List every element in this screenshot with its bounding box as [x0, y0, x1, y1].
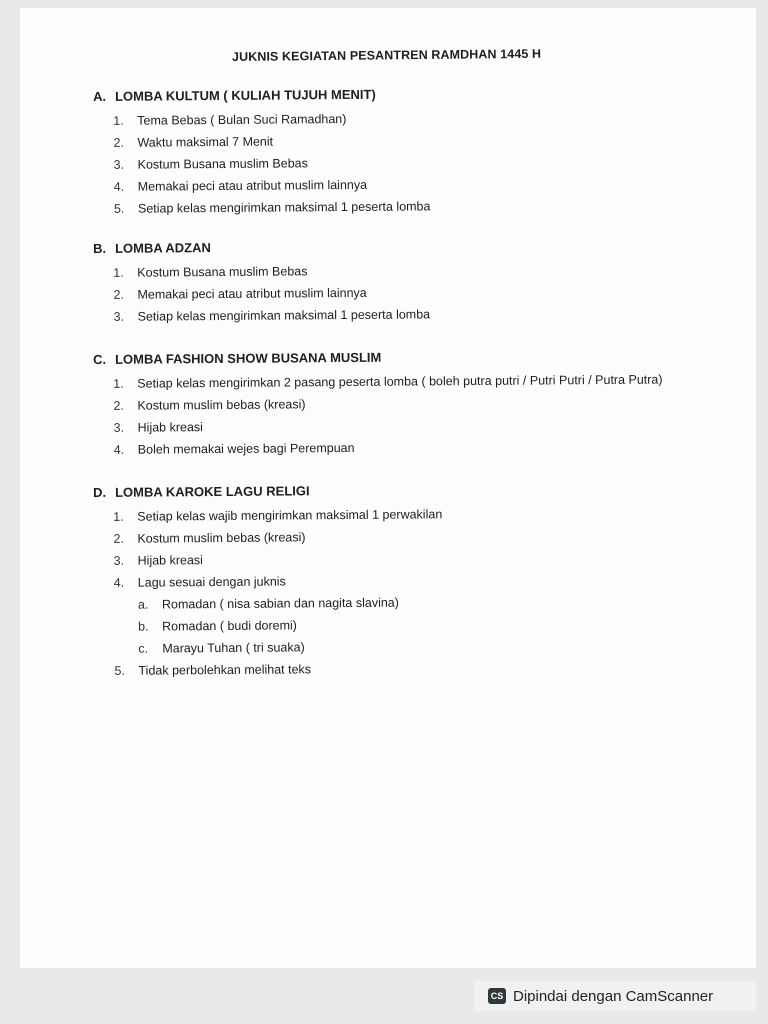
section-heading: B. LOMBA ADZAN [93, 240, 211, 256]
section-heading: D. LOMBA KAROKE LAGU RELIGI [93, 483, 310, 500]
document-title: JUKNIS KEGIATAN PESANTREN RAMDHAN 1445 H [231, 46, 542, 64]
section-d [93, 479, 735, 682]
section-c [93, 346, 734, 461]
section-heading: C. LOMBA FASHION SHOW BUSANA MUSLIM [93, 349, 382, 367]
list-item: 4. Lagu sesuai dengan juknis [113, 574, 286, 590]
list-item: 1. Kostum Busana muslim Bebas [113, 264, 308, 280]
list-item: 2. Kostum muslim bebas (kreasi) [113, 397, 306, 413]
list-item: 5. Tidak perbolehkan melihat teks [114, 662, 312, 678]
list-item: 2. Waktu maksimal 7 Menit [113, 134, 274, 150]
list-item: 1. Setiap kelas mengirimkan 2 pasang peserta lomba ( boleh putra putri / Putri Putri / Putra Putra) [113, 372, 663, 391]
camscanner-watermark [474, 981, 756, 1011]
list-item: 1. Setiap kelas wajib mengirimkan maksimal 1 perwakilan [113, 507, 443, 524]
list-item: 4. Boleh memakai wejes bagi Perempuan [113, 440, 355, 457]
list-item: 2. Memakai peci atau atribut muslim lainnya [113, 285, 367, 302]
list-item: 3. Setiap kelas mengirimkan maksimal 1 peserta lomba [113, 307, 431, 324]
list-item: 3. Hijab kreasi [113, 553, 203, 568]
watermark-text: Dipindai dengan CamScanner [513, 987, 714, 1005]
sub-list-item: b. Romadan ( budi doremi) [138, 618, 297, 634]
camscanner-icon: CS [488, 988, 506, 1004]
list-item: 3. Hijab kreasi [113, 420, 203, 435]
list-item: 5. Setiap kelas mengirimkan maksimal 1 peserta lomba [113, 199, 431, 216]
list-item: 1. Tema Bebas ( Bulan Suci Ramadhan) [113, 112, 347, 128]
section-b [93, 235, 734, 328]
sub-list-item: c. Marayu Tuhan ( tri suaka) [138, 640, 305, 656]
list-item: 2. Kostum muslim bebas (kreasi) [113, 530, 306, 546]
section-a [93, 83, 734, 220]
list-item: 4. Memakai peci atau atribut muslim lainnya [113, 177, 368, 194]
section-heading: A. LOMBA KULTUM ( KULIAH TUJUH MENIT) [93, 86, 376, 104]
sub-list-item: a. Romadan ( nisa sabian dan nagita slavina) [137, 595, 399, 612]
list-item: 3. Kostum Busana muslim Bebas [113, 156, 308, 172]
